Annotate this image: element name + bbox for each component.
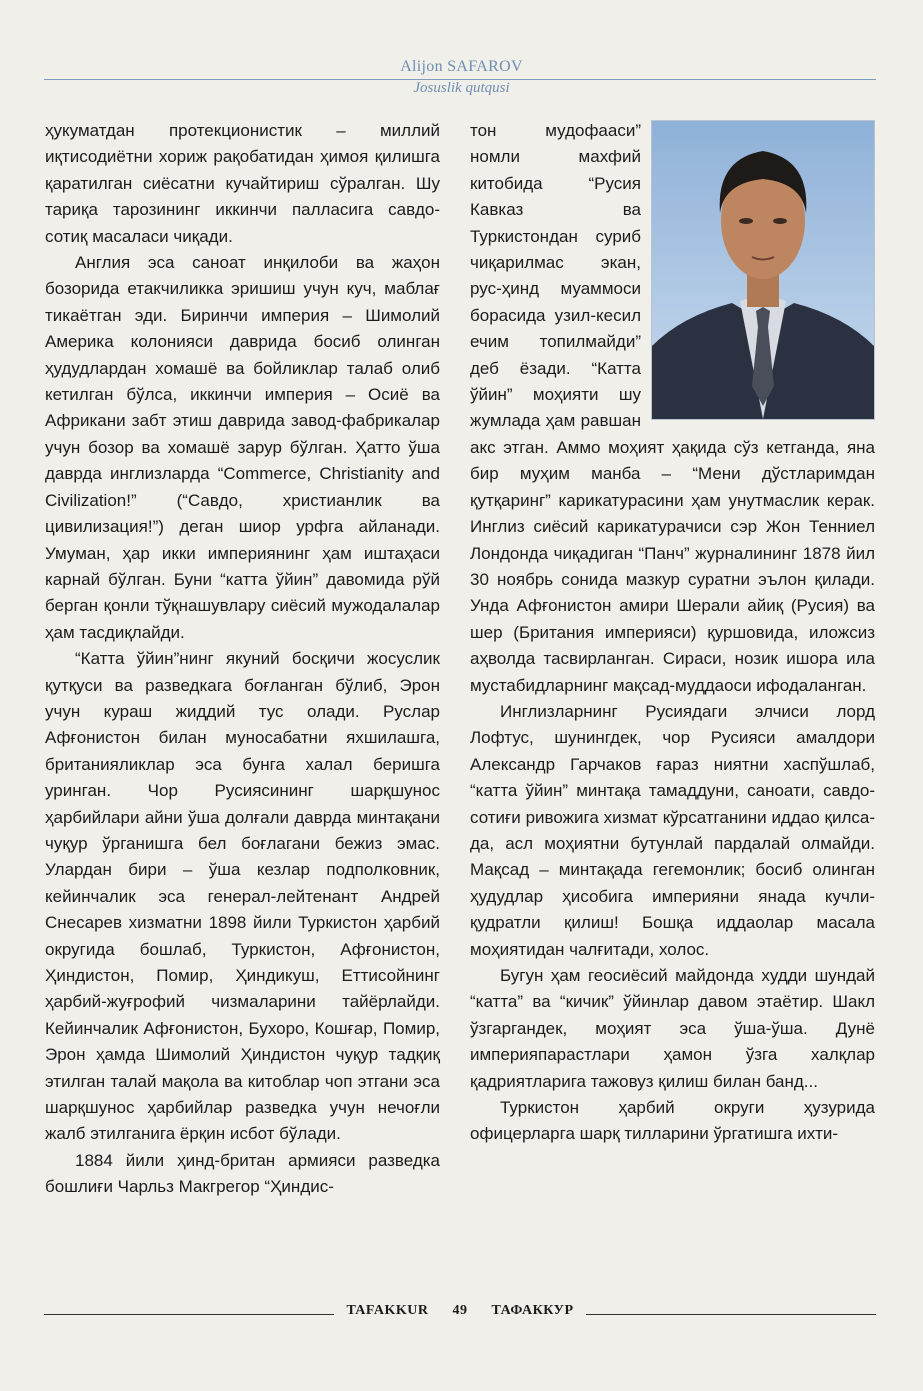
journal-name-latin: TAFAKKUR (346, 1303, 429, 1318)
footer-rule-right (586, 1314, 876, 1315)
paragraph: 1884 йили ҳинд-британ армияси разведка бошлиғи Чарльз Макгрегор “Ҳиндис- (45, 1150, 440, 1197)
paragraph: Бугун ҳам геосиёсий майдонда худди шундай “катта” ва “кичик” ўйинлар давом этаётир. Шакл ўзгаргандек, моҳият эса ўша-ўша. Дунё империяпарастлари ҳамон ўзга халқлар қадриятларига тажовуз қилиш билан банд... (470, 966, 875, 1091)
paragraph: тон мудофааси” номли махфий китобида “Русия Кавказ ва Туркистондан суриб чиқарилмас экан, рус-ҳинд муаммоси борасида узил-кесил ечим топилмайди” деб ёзади. “Катта ўйин” моҳияти шу жумлада ҳам равшан акс этган. Аммо моҳият ҳақида сўз кетганда, яна бир муҳим манба – “Мени дўстларимдан қутқаринг” карикатурасини ҳам унутмаслик керак. Инглиз сиёсий карикатурачиси сэр Жон Тенниел Лондонда чиқадиган “Панч” журналининг 1878 йил 30 ноябрь сонида мазкур суратни эълон қилади. Унда Афғонистон амири Шерали айиқ (Русия) ва шер (Британия империяси) қуршовида, иложсиз аҳволда тасвирланган. Сираси, нозик ишора ила мустабидларнинг мақсад-муддаоси ифодаланган. (470, 121, 875, 695)
section-title: Josuslik qutqusi (413, 80, 510, 96)
right-column (470, 118, 875, 1148)
paragraph: ҳукуматдан протекционистик – миллий иқтисодиётни хориж рақобатидан ҳимоя қилишга қаратилган сиёсатни кучайтириш сўралган. Шу тариқа тарозининг иккинчи палласига савдо-сотиқ масаласи чиқади. (45, 121, 440, 246)
portrait-illustration (652, 121, 874, 419)
paragraph: Туркистон ҳарбий округи ҳузурида офицерларга шарқ тилларини ўргатишга ихти- (470, 1098, 875, 1144)
paragraph: “Катта ўйин”нинг якуний босқичи жосуслик қутқуси ва разведкага боғланган бўлиб, Эрон учун кураш жиддий тус олади. Руслар Афғонистон билан муносабатни яхшилашга, британияликлар эса бунга халал беришга уринган. Чор Русиясининг шарқшунос ҳарбийлари айни ўша долғали даврда минтақани чуқур ўрганишга бел боғлагани бежиз эмас. Улардан бири – ўша кезлар подполковник, кейинчалик эса генерал-лейтенант Андрей Снесарев хизматни 1898 йили Туркистон ҳарбий округида бошлаб, Туркистон, Афғонистон, Ҳиндистон, Помир, Ҳиндикуш, Еттисойнинг ҳарбий-жуғрофий чизмаларини тайёрлайди. Кейинчалик Афғонистон, Бухоро, Кошғар, Помир, Эрон ҳамда Шимолий Ҳиндистон чуқур тадқиқ этилган талай мақола ва китоблар чоп этгани эса шарқшунос ҳарбийлар разведка учун нечоғли жалб этилганига ёрқин исбот бўлади. (45, 649, 440, 1144)
paragraph: Инглизларнинг Русиядаги элчиси лорд Лофтус, шунингдек, чор Русияси амалдори Александр Гарчаков ғараз ниятни хаспўшлаб, “катта ўйин” минтақа тамаддуни, саноати, савдо-сотиғи ривожига хизмат кўрсатганини иддао қилса-да, асл моҳиятни бутунлай пардалай олмайди. Мақсад – минтақада гегемонлик; босиб олинган ҳудудлар ҳисобига империяни янада кучли-қудратли қилиш! Бошқа иддаолар масала моҳиятидан чалғитади, холос. (470, 701, 875, 959)
page-number: 49 (452, 1303, 468, 1318)
footer-rule-left (44, 1314, 334, 1315)
page-footer (44, 1303, 876, 1327)
paragraph: Англия эса саноат инқилоби ва жаҳон бозорида етакчиликка эришиш учун куч, маблағ тикаётган эди. Биринчи империя – Шимолий Америка колонияси даврида босиб олинган ҳудудлардан хомашё ва бойликлар талаб олиб кетилган бўлса, иккинчи империя – Осиё ва Африкани забт этиш даврида завод-фабрикалар учун бозор ва хомашё зарур бўлган. Ҳатто ўша даврда инглизларда “Commerce, Christianity and Civilization!” (“Савдо, христианлик ва цивилизация!”) деган шиор урфга айланади. Умуман, ҳар икки империянинг ҳам иштаҳаси карнай бўлган. Буни “катта ўйин” давомида рўй берган қонли тўқнашувлару сиёсий мужодалалар ҳам тасдиқлайди. (45, 253, 440, 642)
footer-text (334, 1303, 586, 1319)
left-column (45, 118, 440, 1201)
author-photo (651, 120, 875, 420)
journal-name-cyrillic: ТАФАККУР (491, 1303, 574, 1318)
author-name: Alijon SAFAROV (400, 58, 523, 75)
